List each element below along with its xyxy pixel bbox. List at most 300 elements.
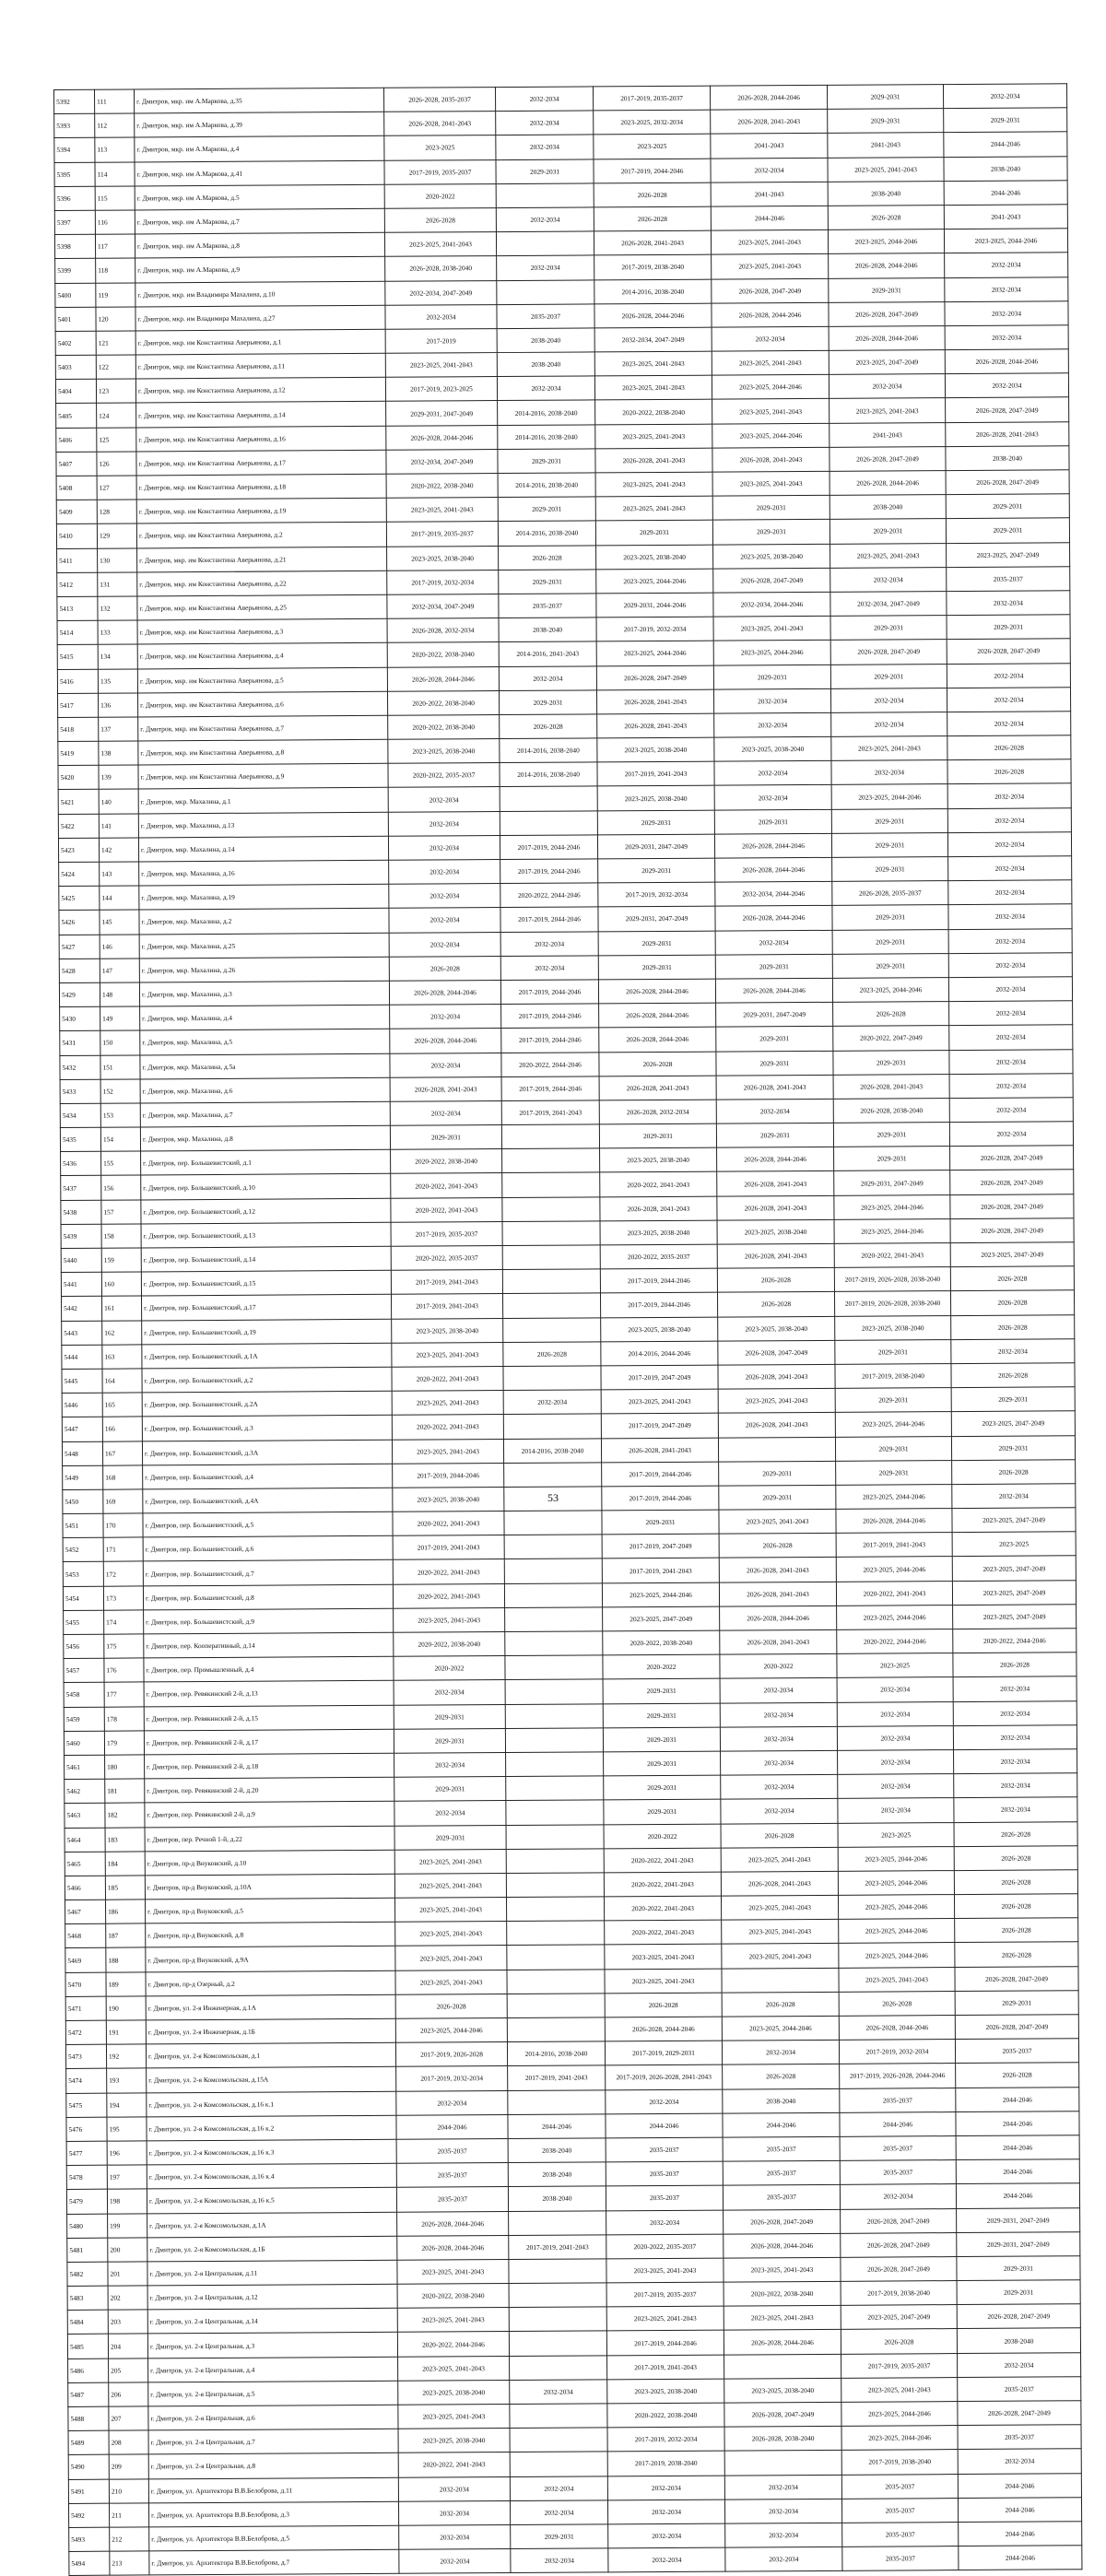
- cell-period-col-1: 2032-2034: [390, 1005, 501, 1029]
- cell-period-col-5: 2026-2028, 2044-2046: [829, 325, 945, 350]
- cell-period-col-2: [505, 1655, 603, 1680]
- cell-period-col-3: 2029-2031: [599, 1123, 716, 1148]
- cell-period-col-3: 2044-2046: [606, 2113, 723, 2138]
- cell-period-col-6: 2032-2034: [945, 253, 1068, 277]
- cell-period-col-2: 2014-2016, 2038-2040: [498, 400, 595, 425]
- cell-period-col-6: 2044-2046: [944, 181, 1067, 206]
- cell-period-col-6: 2032-2034: [943, 84, 1066, 109]
- cell-period-col-4: 2026-2028, 2044-2046: [724, 2330, 841, 2355]
- cell-period-col-3: 2032-2034, 2047-2049: [594, 327, 712, 352]
- cell-period-col-1: 2032-2034: [385, 304, 497, 329]
- cell-row-index: 125: [97, 428, 136, 452]
- cell-period-col-6: 2044-2046: [956, 2087, 1079, 2111]
- cell-period-col-5: 2023-2025, 2041-2043: [828, 157, 944, 182]
- cell-period-col-4: 2044-2046: [711, 206, 828, 230]
- cell-period-col-3: 2017-2019, 2035-2037: [606, 2282, 724, 2307]
- cell-period-col-6: 2038-2040: [957, 2328, 1080, 2353]
- cell-address: г. Дмитров, пер. Большевистский, д.9: [144, 1608, 394, 1634]
- cell-period-col-4: 2026-2028, 2041-2043: [719, 1582, 836, 1606]
- cell-period-col-5: 2026-2028: [839, 1991, 955, 2016]
- cell-period-col-6: 2026-2028: [953, 1653, 1077, 1677]
- cell-period-col-4: 2023-2025, 2044-2046: [712, 423, 830, 448]
- cell-period-col-3: 2032-2034: [607, 2476, 724, 2500]
- cell-period-col-1: 2023-2025, 2041-2043: [394, 1873, 506, 1898]
- cell-period-col-3: 2026-2028, 2044-2046: [598, 979, 715, 1004]
- cell-period-col-3: 2026-2028, 2041-2043: [596, 689, 713, 714]
- cell-period-col-3: 2017-2019, 2044-2046: [594, 159, 711, 183]
- cell-period-col-2: 2038-2040: [497, 328, 594, 353]
- cell-period-col-6: 2026-2028, 2041-2043: [946, 421, 1069, 446]
- cell-period-col-5: 2023-2025: [838, 1822, 954, 1847]
- cell-period-col-2: 2032-2034: [510, 2380, 607, 2405]
- cell-address: г. Дмитров, ул. Архитектора В.В.Белоброва, д.3: [148, 2501, 398, 2527]
- cell-row-number: 5457: [64, 1658, 104, 1682]
- cell-period-col-6: 2044-2046: [956, 2159, 1079, 2184]
- cell-period-col-5: 2020-2022, 2041-2043: [836, 1581, 952, 1606]
- cell-period-col-2: 2032-2034: [500, 931, 598, 956]
- cell-period-col-4: 2026-2028, 2047-2049: [724, 2209, 841, 2234]
- cell-address: г. Дмитров, ул. 2-я Центральная, д.5: [148, 2381, 398, 2406]
- cell-period-col-2: [502, 1293, 600, 1318]
- cell-period-col-2: 2014-2016, 2038-2040: [500, 762, 597, 787]
- cell-period-col-1: 2026-2028, 2041-2043: [384, 112, 496, 136]
- cell-period-col-6: 2026-2028: [951, 1363, 1075, 1388]
- cell-period-col-4: 2023-2025, 2041-2043: [724, 2306, 841, 2331]
- cell-period-col-6: 2029-2031: [946, 518, 1069, 543]
- cell-row-number: 5480: [67, 2214, 108, 2238]
- cell-period-col-1: 2023-2025, 2038-2040: [387, 546, 499, 570]
- cell-address: г. Дмитров, ул. 2-я Комсомольская, д.1А: [147, 2212, 397, 2238]
- cell-period-col-5: 2023-2025, 2044-2046: [839, 1919, 955, 1944]
- cell-period-col-3: 2026-2028, 2044-2046: [599, 1027, 716, 1052]
- cell-period-col-5: 2029-2031: [833, 1123, 949, 1147]
- cell-period-col-3: 2017-2019, 2047-2049: [601, 1413, 718, 1438]
- cell-period-col-3: 2017-2019, 2029-2031: [605, 2041, 722, 2065]
- cell-row-index: 162: [102, 1321, 142, 1345]
- cell-row-number: 5488: [68, 2406, 109, 2430]
- cell-period-col-6: 2032-2034: [948, 928, 1072, 953]
- cell-period-col-4: 2026-2028, 2041-2043: [717, 1243, 834, 1268]
- cell-row-index: 144: [100, 886, 139, 910]
- cell-row-index: 172: [103, 1561, 143, 1585]
- cell-period-col-6: 2029-2031: [947, 615, 1070, 640]
- cell-period-col-3: 2020-2022: [604, 1824, 721, 1849]
- table-row: [69, 2546, 1082, 2576]
- cell-period-col-5: 2023-2025, 2044-2046: [839, 1943, 955, 1968]
- cell-period-col-1: 2023-2025, 2041-2043: [392, 1342, 503, 1367]
- cell-address: г. Дмитров, ул. 2-я Центральная, д.6: [148, 2405, 398, 2430]
- cell-period-col-4: 2032-2034, 2044-2046: [713, 592, 830, 617]
- cell-row-number: 5490: [68, 2455, 109, 2479]
- cell-row-number: 5461: [65, 1755, 105, 1779]
- cell-period-col-2: [510, 2356, 607, 2381]
- cell-row-index: 119: [96, 282, 135, 306]
- cell-period-col-2: 2017-2019, 2041-2043: [501, 1100, 599, 1125]
- cell-row-index: 127: [97, 476, 136, 500]
- cell-row-number: 5405: [56, 404, 97, 428]
- cell-row-index: 188: [106, 1947, 146, 1971]
- cell-row-index: 185: [105, 1876, 145, 1900]
- cell-row-index: 113: [95, 137, 135, 161]
- cell-period-col-6: 2026-2028: [955, 1918, 1078, 1943]
- cell-period-col-6: 2029-2031: [957, 2256, 1080, 2281]
- cell-row-number: 5455: [64, 1610, 104, 1634]
- cell-period-col-2: 2029-2031: [496, 159, 594, 183]
- cell-period-col-6: 2032-2034: [954, 1773, 1077, 1798]
- cell-row-index: 210: [109, 2478, 148, 2502]
- cell-period-col-1: 2020-2022, 2038-2040: [387, 690, 499, 715]
- cell-period-col-3: 2023-2025: [594, 135, 711, 159]
- cell-period-col-4: 2023-2025, 2041-2043: [718, 1388, 835, 1413]
- cell-period-col-2: 2032-2034: [495, 87, 593, 112]
- cell-row-index: 137: [99, 717, 138, 741]
- cell-period-col-3: 2017-2019, 2026-2028, 2041-2043: [606, 2064, 723, 2089]
- cell-period-col-3: 2029-2031: [603, 1678, 720, 1703]
- cell-row-number: 5472: [65, 2020, 106, 2044]
- cell-period-col-5: 2029-2031: [831, 808, 947, 833]
- cell-period-col-1: 2026-2028, 2044-2046: [397, 2235, 509, 2260]
- cell-row-number: 5453: [63, 1562, 103, 1586]
- cell-period-col-3: 2026-2028, 2044-2046: [605, 2017, 722, 2041]
- cell-period-col-4: 2023-2025, 2041-2043: [712, 350, 829, 375]
- cell-address: г. Дмитров, мкр. им Константина Аверьянова, д.9: [138, 764, 388, 790]
- cell-period-col-4: 2032-2034: [714, 785, 831, 810]
- cell-period-col-1: 2020-2022, 2041-2043: [392, 1415, 503, 1440]
- cell-period-col-2: 2014-2016, 2038-2040: [507, 2041, 605, 2066]
- cell-period-col-3: 2014-2016, 2044-2046: [601, 1341, 718, 1366]
- cell-period-col-5: 2035-2037: [841, 2498, 958, 2523]
- cell-period-col-1: 2020-2022, 2041-2043: [393, 1511, 504, 1536]
- cell-row-number: 5482: [67, 2262, 108, 2286]
- cell-row-index: 136: [99, 693, 138, 717]
- cell-row-index: 129: [97, 523, 136, 547]
- cell-period-col-4: 2020-2022: [720, 1654, 837, 1679]
- cell-address: г. Дмитров, мкр. им Владимира Махалина, д.10: [135, 281, 385, 307]
- cell-address: г. Дмитров, мкр. им Константина Аверьянова, д.4: [137, 643, 387, 669]
- cell-address: г. Дмитров, пер. Большевистский, д.12: [141, 1198, 391, 1224]
- cell-row-index: 135: [98, 668, 137, 692]
- cell-period-col-3: 2023-2025, 2038-2040: [596, 545, 713, 570]
- cell-period-col-1: 2023-2025, 2041-2043: [395, 1922, 507, 1947]
- cell-row-index: 150: [100, 1030, 140, 1054]
- cell-period-col-4: 2032-2034: [720, 1702, 837, 1727]
- cell-period-col-2: [506, 1800, 604, 1825]
- cell-row-number: 5435: [60, 1127, 100, 1151]
- cell-period-col-6: 2032-2034: [947, 663, 1070, 688]
- cell-period-col-2: [505, 1703, 603, 1728]
- cell-period-col-5: 2023-2025, 2041-2043: [841, 2377, 958, 2402]
- cell-period-col-3: 2023-2025, 2038-2040: [600, 1220, 717, 1245]
- cell-period-col-4: 2023-2025, 2044-2046: [722, 2016, 839, 2041]
- cell-row-index: 209: [109, 2454, 148, 2478]
- cell-period-col-5: 2017-2019, 2026-2028, 2044-2046: [840, 2064, 956, 2088]
- cell-period-col-6: 2032-2034: [949, 1122, 1073, 1147]
- cell-address: г. Дмитров, мкр. им Константина Аверьянова, д.5: [137, 667, 387, 693]
- cell-period-col-3: 2032-2034: [607, 2500, 724, 2524]
- cell-period-col-2: [504, 1511, 602, 1535]
- cell-period-col-3: 2023-2025, 2038-2040: [597, 786, 714, 811]
- cell-period-col-1: 2023-2025, 2041-2043: [398, 2405, 510, 2429]
- cell-period-col-4: 2029-2031: [719, 1485, 836, 1510]
- cell-period-col-2: [509, 2307, 606, 2332]
- cell-period-col-2: [505, 1728, 603, 1753]
- cell-address: г. Дмитров, мкр. им Константина Аверьянова, д.12: [135, 378, 385, 404]
- cell-period-col-4: 2026-2028: [717, 1268, 834, 1293]
- cell-address: г. Дмитров, ул. 2-я Комсомольская, д.15А: [147, 2067, 396, 2093]
- cell-period-col-4: 2026-2028, 2041-2043: [718, 1413, 835, 1438]
- cell-row-index: 141: [99, 814, 138, 838]
- cell-row-number: 5398: [54, 234, 95, 258]
- cell-row-number: 5444: [62, 1345, 102, 1369]
- cell-address: г. Дмитров, мкр. им Константина Аверьянова, д.1: [135, 329, 385, 355]
- cell-row-index: 124: [97, 403, 136, 427]
- cell-period-col-5: 2026-2028, 2047-2049: [829, 301, 945, 326]
- cell-row-number: 5489: [68, 2430, 109, 2454]
- cell-row-number: 5468: [65, 1923, 106, 1947]
- cell-row-number: 5427: [59, 935, 100, 959]
- cell-address: г. Дмитров, мкр. им А.Маркова, д.39: [135, 112, 384, 137]
- cell-period-col-1: 2023-2025: [384, 135, 496, 160]
- cell-period-col-2: [500, 811, 597, 836]
- cell-period-col-6: 2023-2025, 2047-2049: [951, 1411, 1075, 1436]
- cell-period-col-6: 2032-2034: [945, 325, 1068, 350]
- cell-period-col-4: 2023-2025, 2038-2040: [718, 1316, 835, 1341]
- cell-period-col-6: 2035-2037: [958, 2377, 1081, 2402]
- cell-period-col-6: 2026-2028: [956, 2063, 1079, 2088]
- cell-period-col-6: 2038-2040: [946, 446, 1069, 471]
- cell-period-col-1: 2023-2025, 2041-2043: [395, 1946, 507, 1970]
- cell-period-col-4: 2023-2025, 2038-2040: [714, 736, 831, 761]
- cell-period-col-1: 2017-2019, 2035-2037: [384, 159, 496, 184]
- cell-period-col-6: 2023-2025, 2047-2049: [952, 1556, 1076, 1581]
- cell-period-col-5: 2026-2028, 2047-2049: [841, 2208, 957, 2233]
- cell-period-col-6: 2032-2034: [948, 953, 1072, 978]
- cell-period-col-1: 2023-2025, 2038-2040: [388, 739, 500, 764]
- cell-period-col-6: 2032-2034: [949, 1098, 1073, 1123]
- cell-address: г. Дмитров, мкр. им Владимира Махалина, д.27: [135, 305, 385, 331]
- cell-row-index: 121: [96, 331, 135, 355]
- cell-period-col-3: 2020-2022, 2041-2043: [604, 1872, 721, 1897]
- cell-address: г. Дмитров, мкр. Махалина, д.1: [138, 788, 388, 814]
- cell-period-col-1: 2032-2034, 2047-2049: [386, 449, 498, 474]
- cell-period-col-4: 2029-2031: [715, 954, 832, 979]
- cell-period-col-4: 2032-2034: [722, 2041, 839, 2065]
- cell-period-col-5: 2023-2025, 2038-2040: [835, 1315, 951, 1340]
- cell-period-col-3: 2032-2034: [606, 2210, 724, 2235]
- cell-period-col-2: 2014-2016, 2038-2040: [503, 1438, 601, 1463]
- cell-address: г. Дмитров, ул. 2-я Центральная, д.11: [147, 2260, 397, 2286]
- cell-row-number: 5399: [55, 259, 96, 283]
- cell-period-col-5: 2032-2034: [831, 712, 947, 736]
- cell-address: г. Дмитров, мкр. Махалина, д.4: [140, 1005, 390, 1030]
- cell-period-col-4: 2032-2034: [720, 1678, 837, 1703]
- cell-period-col-6: 2032-2034: [947, 687, 1070, 712]
- cell-address: г. Дмитров, мкр. Махалина, д.19: [139, 884, 389, 910]
- cell-row-number: 5393: [54, 113, 95, 137]
- cell-period-col-5: 2020-2022, 2044-2046: [837, 1629, 953, 1654]
- cell-period-col-1: 2032-2034: [399, 2549, 511, 2574]
- cell-period-col-1: 2023-2025, 2041-2043: [384, 232, 496, 257]
- cell-period-col-4: 2029-2031: [712, 496, 830, 521]
- cell-period-col-2: [506, 1824, 604, 1849]
- cell-row-number: 5423: [58, 838, 99, 862]
- table-body: [54, 84, 1082, 2576]
- cell-period-col-6: 2029-2031: [944, 108, 1067, 133]
- cell-period-col-4: 2038-2040: [723, 2088, 840, 2113]
- cell-row-index: 183: [105, 1827, 145, 1851]
- cell-period-col-3: 2029-2031: [604, 1751, 721, 1776]
- cell-period-col-2: 2032-2034: [499, 665, 596, 690]
- cell-row-index: 116: [95, 210, 135, 234]
- cell-period-col-5: 2035-2037: [840, 2160, 956, 2185]
- cell-period-col-6: 2032-2034: [954, 1797, 1077, 1822]
- cell-row-index: 176: [104, 1658, 144, 1682]
- cell-period-col-4: 2026-2028, 2047-2049: [713, 568, 830, 593]
- cell-period-col-2: 2017-2019, 2044-2046: [501, 1004, 599, 1029]
- cell-row-index: 132: [98, 596, 137, 620]
- cell-period-col-2: 2032-2034: [510, 2476, 607, 2500]
- cell-period-col-5: 2017-2019, 2038-2040: [841, 2281, 957, 2306]
- cell-period-col-6: 2032-2034: [954, 1749, 1077, 1774]
- cell-period-col-6: 2026-2028, 2047-2049: [955, 2015, 1078, 2040]
- cell-period-col-4: 2041-2043: [711, 182, 828, 206]
- cell-row-index: 203: [108, 2310, 147, 2334]
- cell-period-col-2: [506, 1897, 604, 1922]
- cell-period-col-6: 2032-2034: [948, 856, 1072, 881]
- cell-row-number: 5464: [65, 1828, 105, 1852]
- cell-period-col-2: 2017-2019, 2044-2046: [500, 907, 598, 932]
- cell-period-col-5: 2023-2025, 2044-2046: [834, 1194, 950, 1219]
- cell-period-col-6: 2038-2040: [944, 156, 1067, 181]
- cell-period-col-1: 2032-2034: [389, 860, 500, 885]
- cell-period-col-5: 2032-2034: [840, 2184, 956, 2209]
- cell-address: г. Дмитров, мкр. им А.Маркова, д.7: [135, 208, 384, 234]
- cell-period-col-2: 2020-2022, 2044-2046: [501, 1052, 599, 1076]
- cell-period-col-2: [506, 1776, 604, 1801]
- cell-period-col-2: 2014-2016, 2038-2040: [500, 738, 597, 763]
- cell-period-col-3: 2023-2025, 2038-2040: [600, 1147, 717, 1172]
- cell-period-col-3: 2023-2025, 2041-2043: [594, 351, 712, 376]
- cell-address: г. Дмитров, ул. 2-я Комсомольская, д.16 к.4: [147, 2163, 396, 2189]
- cell-period-col-1: 2026-2028: [389, 956, 500, 981]
- cell-period-col-6: 2026-2028: [954, 1870, 1077, 1895]
- cell-row-index: 206: [109, 2382, 148, 2406]
- cell-address: г. Дмитров, мкр. им Константина Аверьянова, д.19: [136, 498, 386, 523]
- cell-period-col-4: 2026-2028, 2041-2043: [717, 1171, 834, 1196]
- cell-period-col-3: 2017-2019, 2044-2046: [602, 1462, 719, 1487]
- cell-period-col-4: 2026-2028, 2041-2043: [711, 110, 828, 135]
- cell-period-col-5: 2032-2034: [830, 567, 947, 592]
- cell-period-col-5: 2023-2025, 2044-2046: [837, 1605, 953, 1629]
- cell-period-col-1: 2026-2028, 2044-2046: [397, 2211, 509, 2236]
- cell-period-col-4: 2026-2028: [719, 1534, 836, 1559]
- cell-period-col-4: 2026-2028, 2041-2043: [717, 1195, 834, 1220]
- cell-row-index: 155: [101, 1151, 141, 1175]
- cell-row-index: 120: [96, 307, 135, 331]
- cell-period-col-5: 2029-2031: [828, 109, 944, 134]
- cell-period-col-1: 2032-2034, 2047-2049: [387, 594, 499, 618]
- cell-address: г. Дмитров, мкр. им Константина Аверьянова, д.21: [137, 547, 387, 572]
- cell-address: г. Дмитров, пер. Большевистский, д.10: [141, 1174, 391, 1200]
- cell-address: г. Дмитров, ул. 2-я Комсомольская, д.16 к.2: [147, 2115, 396, 2141]
- cell-address: г. Дмитров, пер. Большевистский, д.1А: [142, 1343, 392, 1369]
- cell-period-col-5: 2023-2025, 2041-2043: [830, 398, 946, 423]
- cell-row-number: 5456: [64, 1634, 104, 1658]
- cell-row-number: 5397: [54, 210, 95, 234]
- cell-period-col-2: [507, 1945, 605, 1970]
- cell-row-index: 178: [104, 1706, 144, 1730]
- cell-address: г. Дмитров, ул. 2-я Центральная, д.4: [148, 2357, 398, 2382]
- cell-period-col-3: 2017-2019, 2035-2037: [593, 86, 710, 111]
- cell-address: г. Дмитров, пр-д Внуковский, д.5: [145, 1898, 394, 1923]
- cell-period-col-3: 2029-2031: [598, 858, 715, 883]
- cell-period-col-2: 2032-2034: [510, 2500, 607, 2525]
- cell-period-col-1: 2032-2034: [390, 1053, 501, 1077]
- cell-period-col-3: 2026-2028, 2047-2049: [596, 665, 713, 690]
- cell-row-index: 169: [103, 1489, 143, 1513]
- cell-period-col-5: 2035-2037: [841, 2474, 958, 2499]
- cell-row-index: 199: [108, 2213, 147, 2237]
- cell-period-col-1: 2023-2025, 2041-2043: [392, 1439, 503, 1464]
- cell-period-col-6: 2026-2028, 2047-2049: [950, 1170, 1074, 1194]
- cell-period-col-6: 2026-2028, 2047-2049: [946, 470, 1069, 495]
- cell-period-col-3: 2035-2037: [606, 2161, 723, 2186]
- cell-period-col-2: 2017-2019, 2041-2043: [509, 2235, 606, 2260]
- cell-period-col-6: 2026-2028: [950, 1290, 1074, 1315]
- cell-row-index: 157: [101, 1200, 141, 1224]
- cell-period-col-4: [724, 2354, 841, 2379]
- cell-period-col-2: 2029-2031: [499, 690, 596, 715]
- cell-address: г. Дмитров, мкр. им А.Маркова, д.35: [135, 88, 384, 113]
- cell-period-col-1: 2020-2022: [394, 1656, 505, 1681]
- cell-address: г. Дмитров, ул. 2-я Центральная, д.14: [147, 2309, 397, 2335]
- cell-address: г. Дмитров, ул. 2-я Центральная, д.12: [147, 2284, 397, 2310]
- cell-row-number: 5446: [62, 1393, 102, 1417]
- cell-row-number: 5476: [66, 2117, 107, 2141]
- cell-address: г. Дмитров, пер. Ревякинский 2-й, д.13: [144, 1681, 394, 1707]
- cell-row-number: 5430: [60, 1006, 100, 1030]
- cell-period-col-6: 2023-2025, 2047-2049: [952, 1508, 1076, 1533]
- cell-period-col-3: 2023-2025, 2032-2034: [594, 110, 711, 135]
- cell-period-col-5: 2032-2034: [838, 1750, 954, 1775]
- cell-period-col-6: 2032-2034: [953, 1725, 1077, 1750]
- cell-period-col-6: 2044-2046: [958, 2473, 1081, 2498]
- cell-period-col-4: 2023-2025, 2038-2040: [717, 1219, 834, 1244]
- cell-address: г. Дмитров, мкр. им Константина Аверьянова, д.11: [135, 353, 385, 379]
- cell-period-col-6: 2032-2034: [949, 1001, 1073, 1026]
- cell-period-col-5: 2044-2046: [840, 2111, 956, 2136]
- cell-period-col-3: 2020-2022, 2038-2040: [595, 400, 712, 425]
- cell-row-index: 173: [103, 1586, 143, 1610]
- cell-period-col-1: 2023-2025, 2044-2046: [395, 2018, 507, 2043]
- cell-period-col-6: 2032-2034: [947, 783, 1071, 808]
- cell-period-col-4: 2029-2031: [716, 1123, 833, 1147]
- cell-period-col-3: 2035-2037: [606, 2185, 723, 2210]
- cell-row-number: 5483: [67, 2286, 108, 2310]
- cell-period-col-2: [505, 1631, 603, 1656]
- cell-period-col-1: 2020-2022, 2038-2040: [388, 714, 500, 739]
- cell-address: г. Дмитров, пер. Большевистский, д.13: [141, 1222, 391, 1248]
- cell-period-col-3: 2020-2022: [603, 1654, 720, 1679]
- cell-row-number: 5432: [60, 1055, 100, 1079]
- cell-row-number: 5408: [56, 476, 97, 500]
- cell-period-col-2: [506, 1873, 604, 1898]
- cell-period-col-3: 2023-2025, 2038-2040: [607, 2379, 724, 2404]
- cell-address: г. Дмитров, пр-д Внуковский, д.10А: [145, 1874, 394, 1900]
- cell-period-col-2: [509, 2331, 606, 2356]
- cell-period-col-2: [504, 1583, 602, 1608]
- cell-period-col-2: 2032-2034: [496, 111, 594, 135]
